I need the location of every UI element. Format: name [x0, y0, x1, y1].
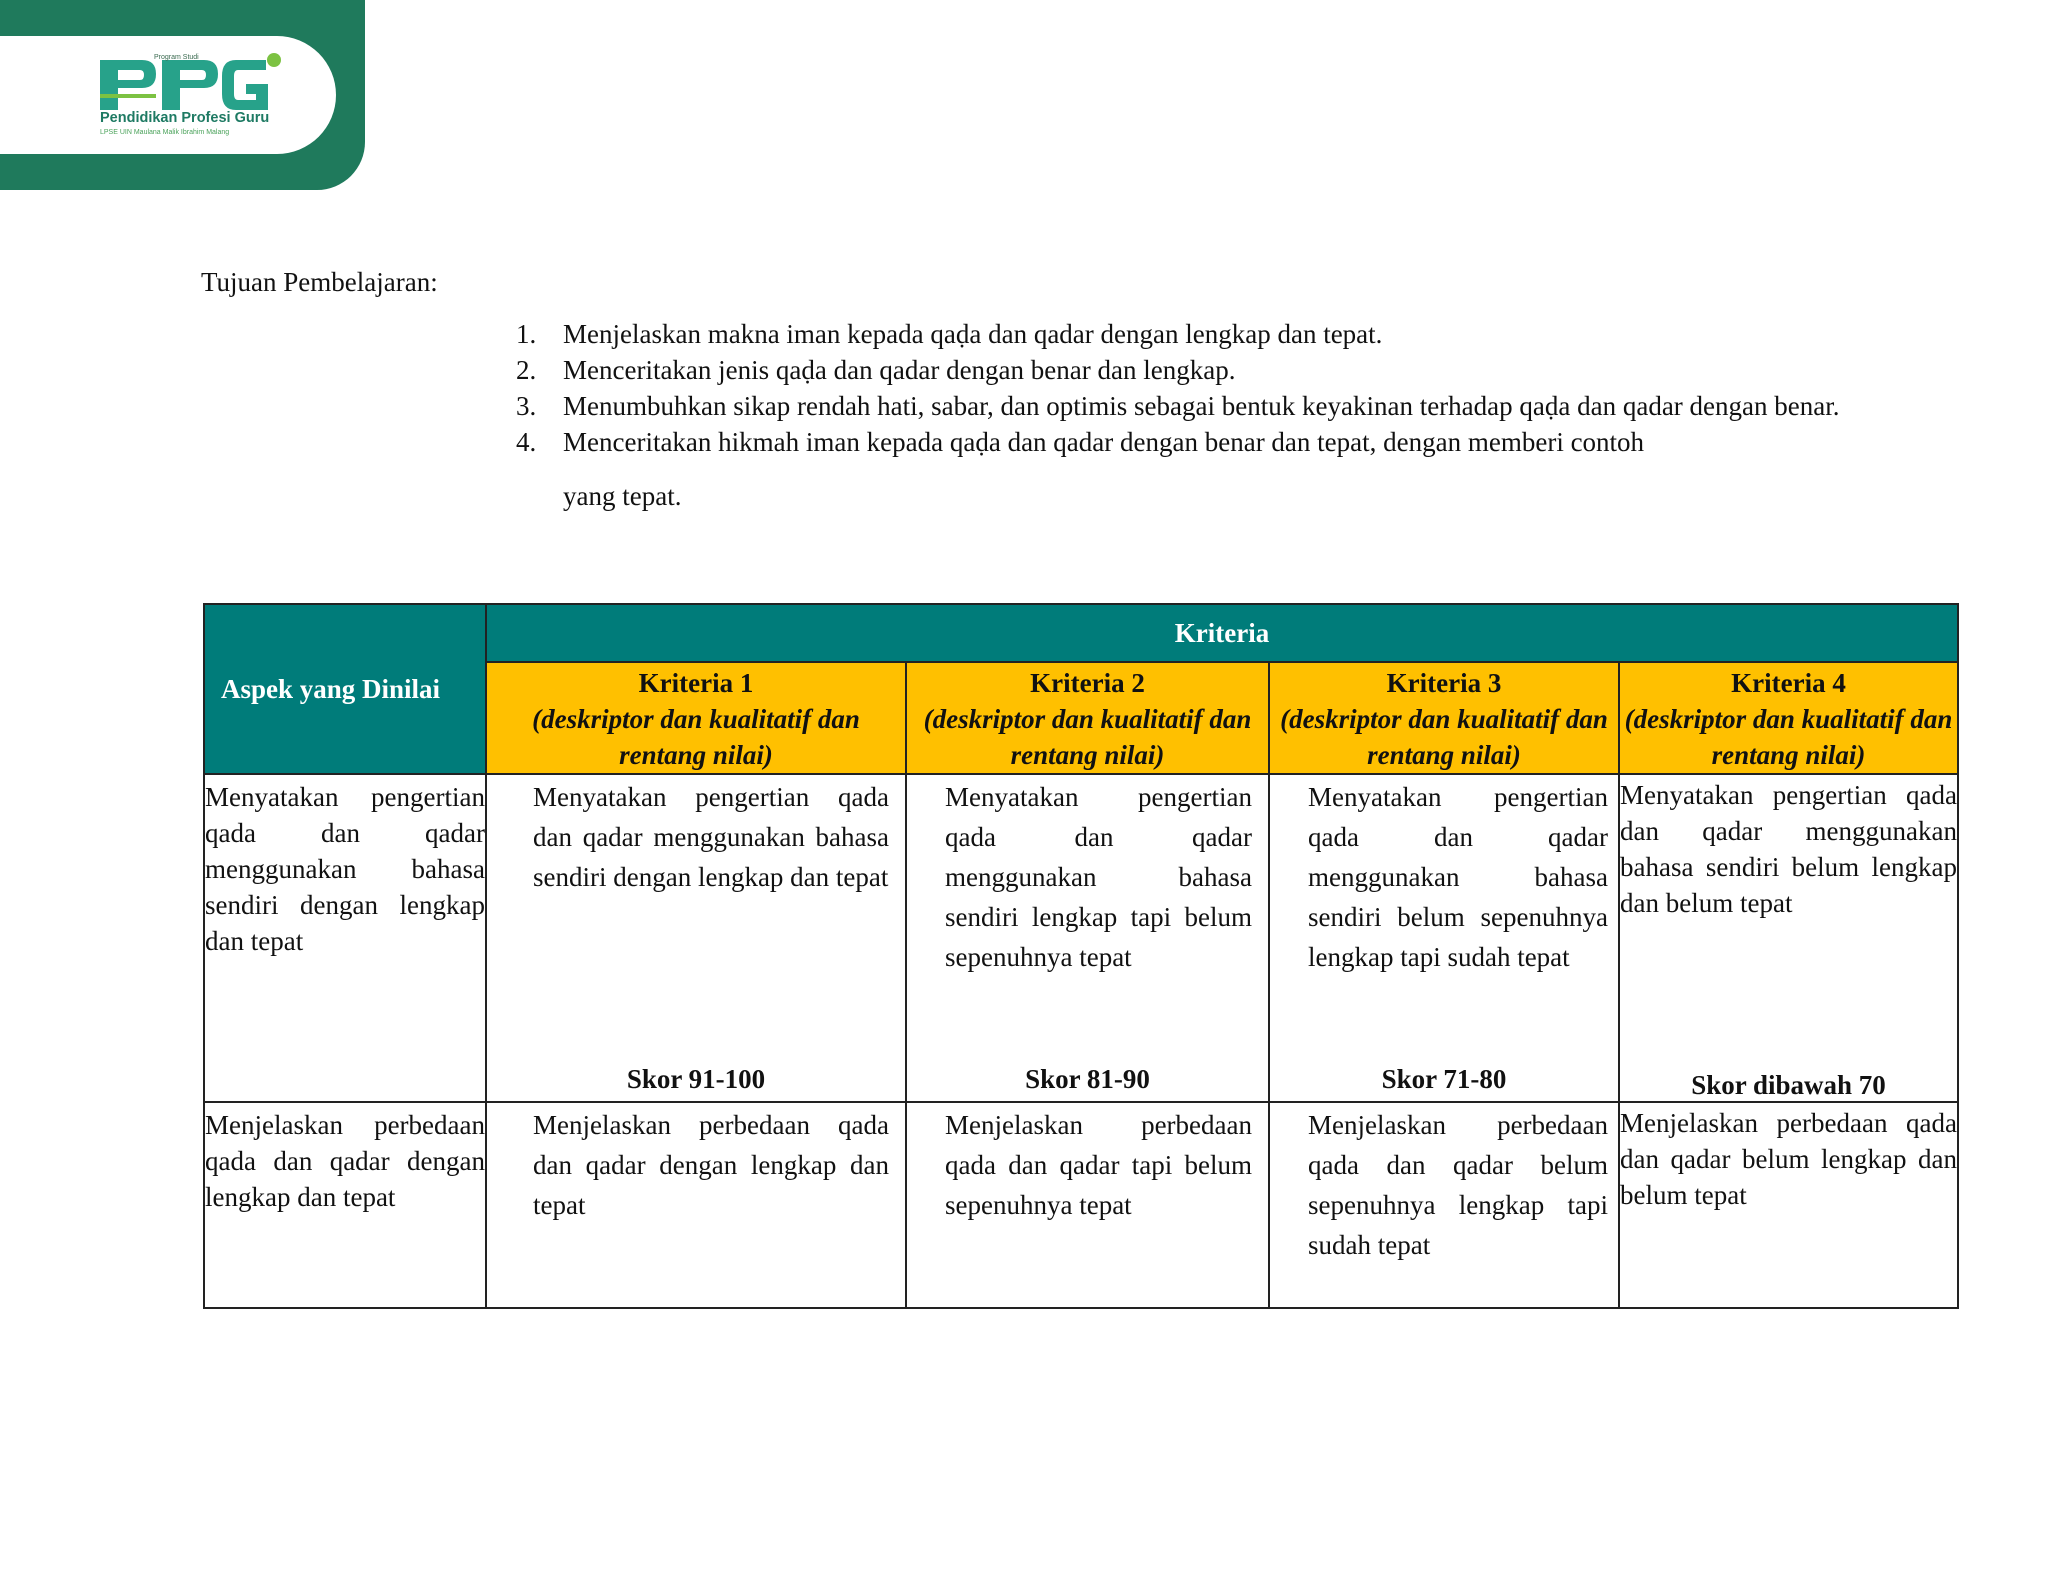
- criteria-cell-text: Menyatakan pengertian qada dan qadar menggunakan bahasa sendiri lengkap tapi belum sepenuhnya tepat: [945, 782, 1252, 972]
- objective-text: Menceritakan hikmah iman kepada qaḍa dan qadar dengan benar dan tepat, dengan memberi contoh: [563, 427, 1645, 457]
- objective-text: Menceritakan jenis qaḍa dan qadar dengan benar dan lengkap.: [563, 355, 1236, 385]
- criteria-desc: (deskriptor dan kualitatif dan rentang nilai): [923, 704, 1252, 770]
- objective-number: 4.: [516, 427, 537, 457]
- criteria-title: Kriteria 1: [638, 668, 754, 698]
- criteria-cell: [486, 774, 906, 1102]
- criteria-cell-text: Menyatakan pengertian qada dan qadar menggunakan bahasa sendiri belum lengkap dan belum tepat: [1620, 780, 1958, 918]
- criteria-header-3: [1269, 662, 1619, 774]
- criteria-title: Kriteria 3: [1386, 668, 1502, 698]
- criteria-header-2: [906, 662, 1269, 774]
- criteria-cell: [906, 774, 1269, 1102]
- criteria-cell: [1269, 774, 1619, 1102]
- criteria-cell-text: Menjelaskan perbedaan qada dan qadar dengan lengkap dan tepat: [533, 1110, 889, 1220]
- logo-name: Pendidikan Profesi Guru: [100, 110, 270, 126]
- criteria-header-4: [1619, 662, 1958, 774]
- objective-text: Menjelaskan makna iman kepada qaḍa dan qadar dengan lengkap dan tepat.: [563, 319, 1383, 349]
- criteria-desc: (deskriptor dan kualitatif dan rentang nilai): [1624, 704, 1953, 770]
- aspek-cell: Menjelaskan perbedaan qada dan qadar dengan lengkap dan tepat: [204, 1102, 486, 1308]
- kriteria-header: Kriteria: [486, 604, 1958, 662]
- aspek-cell: Menyatakan pengertian qada dan qadar menggunakan bahasa sendiri dengan lengkap dan tepat: [204, 774, 486, 1102]
- score-label: Skor 71-80: [1381, 1064, 1507, 1094]
- criteria-desc: (deskriptor dan kualitatif dan rentang nilai): [1280, 704, 1608, 770]
- criteria-cell: [1269, 1102, 1619, 1308]
- objective-item: [508, 352, 1908, 388]
- aspek-header: Aspek yang Dinilai: [204, 604, 486, 774]
- score-label: Skor 91-100: [626, 1064, 766, 1094]
- criteria-cell-text: Menjelaskan perbedaan qada dan qadar belum lengkap dan belum tepat: [1620, 1108, 1958, 1210]
- criteria-title: Kriteria 2: [1030, 668, 1145, 698]
- criteria-cell-text: Menyatakan pengertian qada dan qadar menggunakan bahasa sendiri belum sepenuhnya lengkap tapi sudah tepat: [1308, 782, 1608, 972]
- criteria-desc: (deskriptor dan kualitatif dan rentang nilai): [532, 704, 860, 770]
- objective-item: [508, 388, 1908, 424]
- logo-subtitle: LPSE UIN Maulana Malik Ibrahim Malang: [100, 129, 230, 136]
- criteria-cell-text: Menyatakan pengertian qada dan qadar menggunakan bahasa sendiri dengan lengkap dan tepat: [533, 782, 889, 892]
- criteria-cell: [486, 1102, 906, 1308]
- criteria-cell-text: Menjelaskan perbedaan qada dan qadar tapi belum sepenuhnya tepat: [945, 1110, 1252, 1220]
- header-banner: [0, 0, 365, 190]
- table-header-row: [204, 604, 1958, 662]
- objectives-title: Tujuan Pembelajaran:: [201, 267, 438, 297]
- criteria-cell: [1619, 774, 1958, 1102]
- objective-number: 3.: [516, 391, 537, 421]
- table-row: [204, 1102, 1958, 1308]
- logo-small-text: Program Studi: [154, 54, 199, 61]
- score-label: Skor 81-90: [1025, 1064, 1150, 1094]
- rubric-table: [203, 603, 1959, 1309]
- criteria-cell-text: Menjelaskan perbedaan qada dan qadar belum sepenuhnya lengkap tapi sudah tepat: [1308, 1110, 1608, 1260]
- score-label: Skor dibawah 70: [1691, 1070, 1886, 1100]
- objective-number: 2.: [516, 355, 537, 385]
- criteria-title: Kriteria 4: [1731, 668, 1846, 698]
- objective-item: [508, 424, 1908, 514]
- objective-text: Menumbuhkan sikap rendah hati, sabar, dan optimis sebagai bentuk keyakinan terhadap qaḍa dan qadar dengan benar.: [563, 391, 1840, 421]
- objective-item: [508, 316, 1908, 352]
- objective-number: 1.: [516, 319, 537, 349]
- criteria-header-1: [486, 662, 906, 774]
- objectives-list: [508, 316, 1908, 514]
- criteria-cell: [906, 1102, 1269, 1308]
- objective-text-continued: yang tepat.: [563, 481, 682, 511]
- criteria-cell: [1619, 1102, 1958, 1308]
- table-row: [204, 774, 1958, 1102]
